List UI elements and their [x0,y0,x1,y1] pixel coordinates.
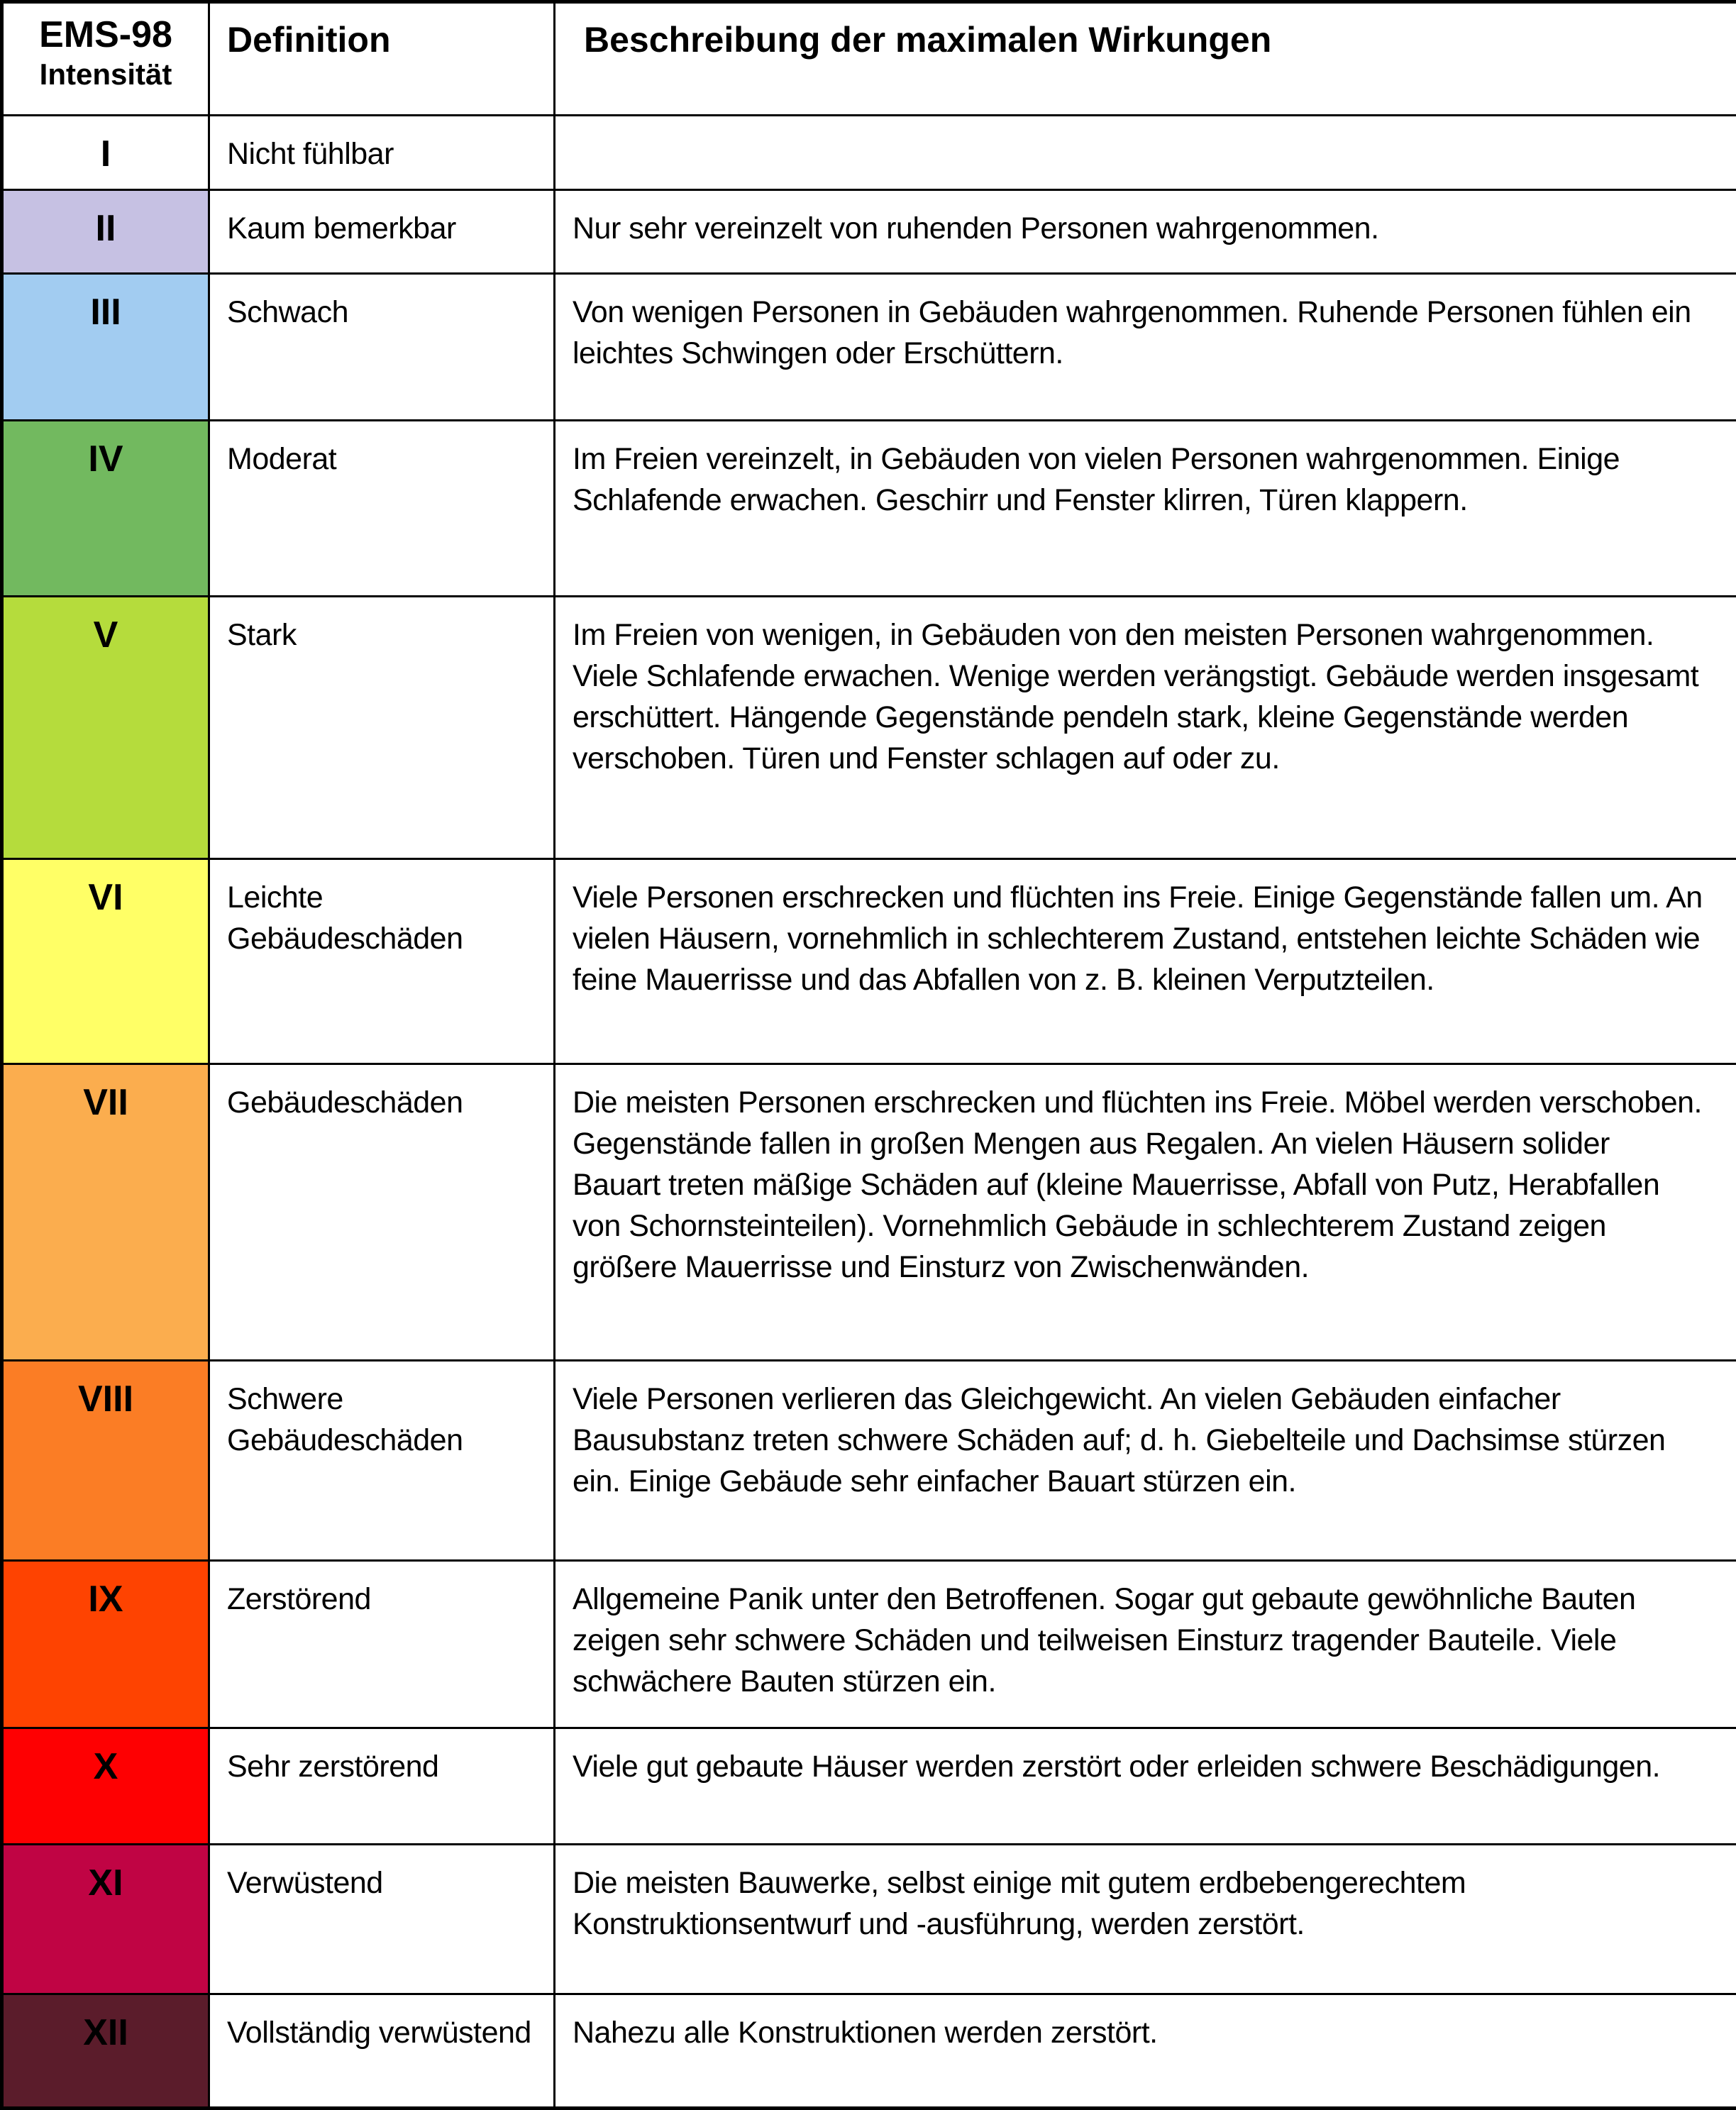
intensity-cell: VII [2,1064,209,1361]
definition-cell: Zerstörend [209,1561,555,1728]
table-row-XII [2,1994,1736,2109]
intensity-cell: X [2,1728,209,1845]
definition-cell: Verwüstend [209,1845,555,1994]
table-row-VIII [2,1361,1736,1561]
intensity-cell: IX [2,1561,209,1728]
description-cell: Von wenigen Personen in Gebäuden wahrgenommen. Ruhende Personen fühlen ein leichtes Schwingen oder Erschüttern. [555,274,1736,421]
description-cell: Allgemeine Panik unter den Betroffenen. Sogar gut gebaute gewöhnliche Bauten zeigen sehr schwere Schäden und teilweisen Einsturz tragender Bauteile. Viele schwächere Bauten stürzen ein. [555,1561,1736,1728]
definition-cell: Gebäudeschäden [209,1064,555,1361]
header-intensity-line2: Intensität [21,56,191,93]
description-cell [555,116,1736,190]
header-intensity-line1: EMS-98 [21,13,191,56]
intensity-cell: I [2,116,209,190]
table-row-I [2,116,1736,190]
table-row-IX [2,1561,1736,1728]
table-row-XI [2,1845,1736,1994]
description-cell: Im Freien vereinzelt, in Gebäuden von vielen Personen wahrgenommen. Einige Schlafende erwachen. Geschirr und Fenster klirren, Türen klappern. [555,421,1736,597]
intensity-cell: XI [2,1845,209,1994]
table-row-VI [2,859,1736,1064]
table-row-V [2,597,1736,859]
table-row-IV [2,421,1736,597]
definition-cell: Leichte Gebäudeschäden [209,859,555,1064]
definition-cell: Vollständig verwüstend [209,1994,555,2109]
table-row-VII [2,1064,1736,1361]
description-cell: Nur sehr vereinzelt von ruhenden Personen wahrgenommen. [555,190,1736,274]
intensity-cell: XII [2,1994,209,2109]
intensity-cell: III [2,274,209,421]
description-cell: Im Freien von wenigen, in Gebäuden von den meisten Personen wahrgenommen. Viele Schlafende erwachen. Wenige werden verängstigt. Gebäude werden insgesamt erschüttert. Hängende Gegenstände pendeln stark, kleine Gegenstände werden verschoben. Türen und Fenster schlagen auf oder zu. [555,597,1736,859]
intensity-cell: VIII [2,1361,209,1561]
table-row-II [2,190,1736,274]
description-cell: Nahezu alle Konstruktionen werden zerstört. [555,1994,1736,2109]
description-cell: Die meisten Personen erschrecken und flüchten ins Freie. Möbel werden verschoben. Gegenstände fallen in großen Mengen aus Regalen. An vielen Häusern solider Bauart treten mäßige Schäden auf (kleine Mauerrisse, Abfall von Putz, Herabfallen von Schornsteinteilen). Vornehmlich Gebäude in schlechterem Zustand zeigen größere Mauerrisse und Einsturz von Zwischenwänden. [555,1064,1736,1361]
definition-cell: Schwere Gebäudeschäden [209,1361,555,1561]
definition-cell: Kaum bemerkbar [209,190,555,274]
description-cell: Viele Personen erschrecken und flüchten ins Freie. Einige Gegenstände fallen um. An vielen Häusern, vornehmlich in schlechterem Zustand, entstehen leichte Schäden wie feine Mauerrisse und das Abfallen von z. B. kleinen Verputzteilen. [555,859,1736,1064]
definition-cell: Stark [209,597,555,859]
description-cell: Die meisten Bauwerke, selbst einige mit gutem erdbebengerechtem Konstruktionsentwurf und -ausführung, werden zerstört. [555,1845,1736,1994]
header-description: Beschreibung der maximalen Wirkungen [555,2,1736,116]
definition-cell: Moderat [209,421,555,597]
intensity-cell: IV [2,421,209,597]
intensity-cell: II [2,190,209,274]
header-row [2,2,1736,116]
intensity-cell: V [2,597,209,859]
definition-cell: Nicht fühlbar [209,116,555,190]
intensity-cell: VI [2,859,209,1064]
definition-cell: Schwach [209,274,555,421]
description-cell: Viele Personen verlieren das Gleichgewicht. An vielen Gebäuden einfacher Bausubstanz treten schwere Schäden auf; d. h. Giebelteile und Dachsimse stürzen ein. Einige Gebäude sehr einfacher Bauart stürzen ein. [555,1361,1736,1561]
description-cell: Viele gut gebaute Häuser werden zerstört oder erleiden schwere Beschädigungen. [555,1728,1736,1845]
header-intensity [2,2,209,116]
table-row-X [2,1728,1736,1845]
table-row-III [2,274,1736,421]
header-definition: Definition [209,2,555,116]
definition-cell: Sehr zerstörend [209,1728,555,1845]
